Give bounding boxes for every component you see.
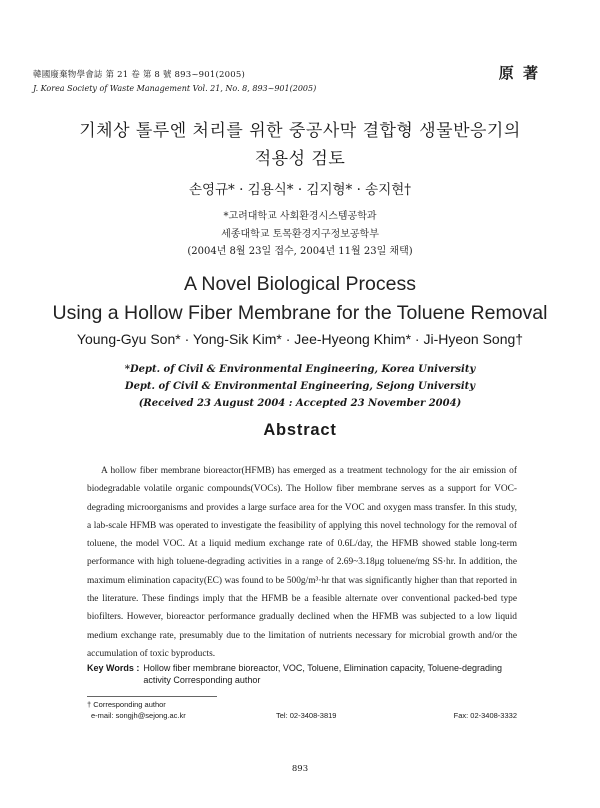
footnote-tel: Tel: 02-3408-3819 bbox=[276, 711, 337, 720]
korean-authors: 손영규* · 김용식* · 김지형* · 송지현† bbox=[188, 182, 412, 198]
english-title-line-2: Using a Hollow Fiber Membrane for the Toluene Removal bbox=[52, 302, 548, 324]
keywords bbox=[87, 662, 527, 686]
journal-citation-korean: 韓國廢棄物學會誌 第 21 卷 第 8 號 893~901(2005) bbox=[33, 70, 245, 80]
footnote-contacts bbox=[87, 710, 527, 721]
english-affiliation-2: Dept. of Civil & Environmental Engineering, Sejong University bbox=[124, 381, 476, 392]
korean-title-line-2: 적용성 검토 bbox=[254, 149, 346, 169]
keywords-text: Hollow fiber membrane bioreactor, VOC, Toluene, Elimination capacity, Toluene-degrading activity Corresponding author bbox=[143, 663, 503, 685]
footnote-fax: Fax: 02-3408-3332 bbox=[453, 711, 517, 720]
korean-affiliation-2: 세종대학교 토목환경지구정보공학부 bbox=[221, 228, 379, 240]
english-affiliations bbox=[0, 361, 600, 412]
abstract-paragraph: A hollow fiber membrane bioreactor(HFMB) has emerged as a treatment technology for the air emission of biodegradable volatile organic compounds(VOCs). The Hollow fiber membrane serves as a support for VOC-degrading microorganisms and provides a large surface area for the VOC and oxygen mass transfer. In this study, a lab-scale HFMB was operated to investigate the feasibility of applying this novel technology for the removal of toluene, the model VOC. At a liquid medium exchange rate of 0.6L/day, the HFMB showed stable long-term performance with high toluene-degrading activities in a range of 2.69~3.18μg toluene/mg SS·hr. In addition, the maximum elimination capacity(EC) was found to be 500g/m³·hr that was significantly higher than that reported in the literature. These findings imply that the HFMB be a feasible alternate over conventional packed-bed type biofilters. However, bioreactor performance gradually declined when the HFMB was subjected to a low liquid medium exchange rate, presumably due to the limitation of nutrients necessary for microbial growth and/or the accumulation of toxic byproducts. bbox=[87, 466, 517, 659]
footnote-label: † Corresponding author bbox=[87, 700, 166, 709]
english-dates: (Received 23 August 2004 : Accepted 23 November 2004) bbox=[138, 398, 462, 409]
footnote-email: e-mail: songjh@sejong.ac.kr bbox=[91, 711, 186, 720]
english-title-line-1: A Novel Biological Process bbox=[184, 273, 416, 295]
korean-dates: (2004년 8월 23일 접수, 2004년 11월 23일 채택) bbox=[187, 246, 413, 257]
abstract-heading: Abstract bbox=[263, 421, 337, 439]
korean-affiliation-1: *고려대학교 사회환경시스템공학과 bbox=[223, 211, 377, 222]
footnote-divider bbox=[87, 696, 217, 697]
page-number: 893 bbox=[291, 764, 309, 774]
korean-title bbox=[0, 117, 600, 173]
english-affiliation-1: *Dept. of Civil & Environmental Engineering, Korea University bbox=[124, 364, 476, 375]
footnote bbox=[87, 699, 527, 721]
english-authors: Young-Gyu Son* · Yong-Sik Kim* · Jee-Hyeong Khim* · Ji-Hyeon Song† bbox=[76, 331, 524, 347]
korean-title-line-1: 기체상 톨루엔 처리를 위한 중공사막 결합형 생물반응기의 bbox=[79, 121, 521, 141]
article-type-tag: 原 著 bbox=[498, 64, 540, 82]
journal-header bbox=[33, 68, 316, 93]
korean-affiliations bbox=[0, 208, 600, 261]
abstract-body bbox=[87, 462, 517, 663]
journal-citation-english: J. Korea Society of Waste Management Vol. 21, No. 8, 893~901(2005) bbox=[33, 84, 317, 93]
keywords-label: Key Words : bbox=[87, 663, 140, 673]
english-title bbox=[0, 270, 600, 328]
